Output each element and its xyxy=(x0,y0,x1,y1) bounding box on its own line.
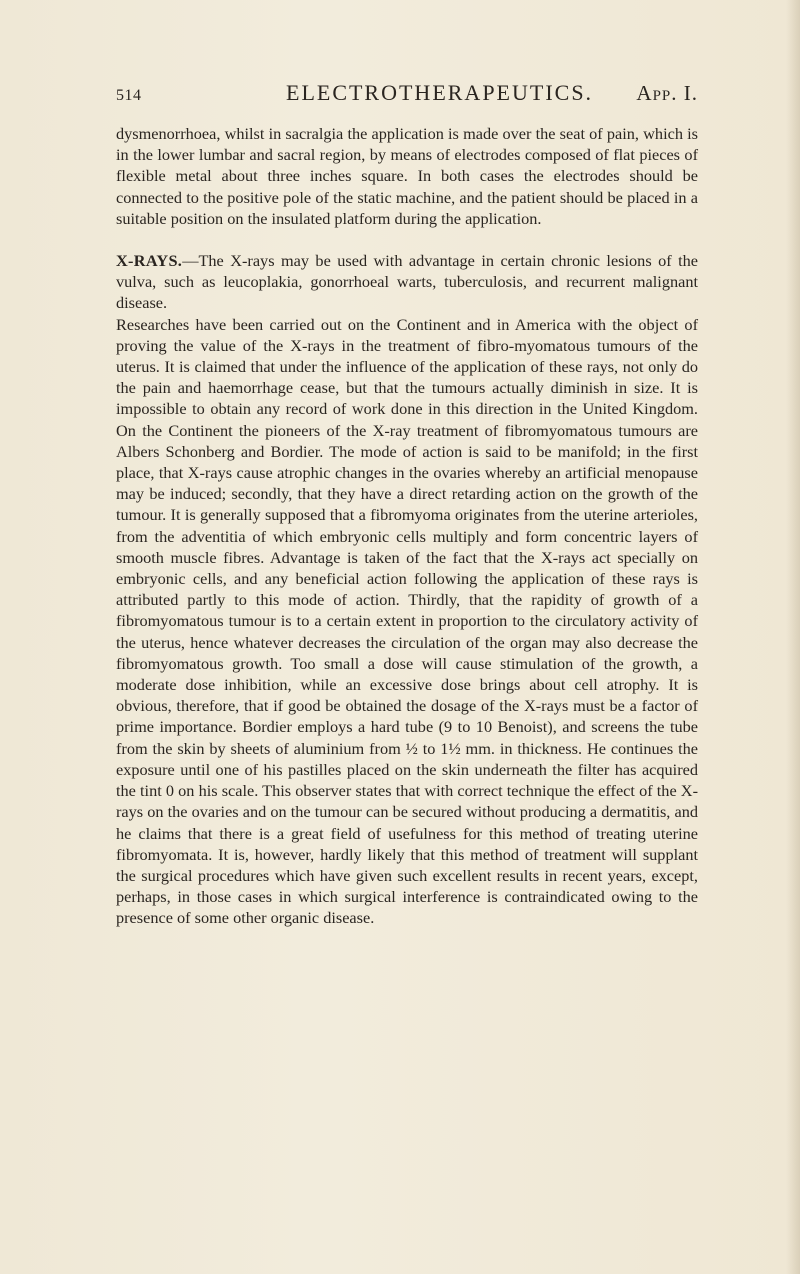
paragraph-x-rays-text: —The X-rays may be used with advantage in certain chronic lesions of the vulva, such as leucoplakia, gonorrhoeal warts, tuberculosis, and recurrent malignant disease. xyxy=(116,251,698,313)
paragraph-sacralgia: dysmenorrhoea, whilst in sacralgia the application is made over the seat of pain, which is in the lower lumbar and sacral region, by means of electrodes composed of flat pieces of flexible metal about three inches square. In both cases the electrodes should be connected to the positive pole of the static machine, and the patient should be placed in a suitable position on the insulated platform during the application. xyxy=(116,124,698,228)
paragraph-x-rays xyxy=(116,250,698,314)
running-title: ELECTROTHERAPEUTICS. xyxy=(286,80,594,105)
page-edge-shadow xyxy=(786,0,800,1274)
page-number: 514 xyxy=(116,87,142,104)
section-reference: App. I. xyxy=(636,81,698,105)
page-header xyxy=(116,80,698,110)
body-text xyxy=(116,123,698,929)
paragraph-researches: Researches have been carried out on the Continent and in America with the object of proving the value of the X-rays in the treatment of fibro-myomatous tumours of the uterus. It is claimed that under the influence of the application of these rays, not only do the pain and haemorrhage cease, but that the tumours actually diminish in size. It is impossible to obtain any record of work done in this direction in the United Kingdom. On the Continent the pioneers of the X-ray treatment of fibromyomatous tumours are Albers Schonberg and Bordier. The mode of action is said to be manifold; in the first place, that X-rays cause atrophic changes in the ovaries whereby an artificial menopause may be induced; secondly, that they have a direct retarding action on the growth of the tumour. It is generally supposed that a fibromyoma originates from the uterine arterioles, from the adventitia of which embryonic cells multiply and form concentric layers of smooth muscle fibres. Advantage is taken of the fact that the X-rays act specially on embryonic cells, and any beneficial action following the application of these rays is attributed partly to this mode of action. Thirdly, that the rapidity of growth of a fibromyomatous tumour is to a certain extent in proportion to the circulatory activity of the uterus, hence whatever decreases the circulation of the organ may also decrease the fibromyomatous growth. Too small a dose will cause stimulation of the growth, a moderate dose inhibition, while an excessive dose brings about cell atrophy. It is obvious, therefore, that if good be obtained the dosage of the X-rays must be a factor of prime importance. Bordier employs a hard tube (9 to 10 Benoist), and screens the tube from the skin by sheets of aluminium from ½ to 1½ mm. in thickness. He continues the exposure until one of his pastilles placed on the skin underneath the filter has acquired the tint 0 on his scale. This observer states that with correct technique the effect of the X-rays on the ovaries and on the tumour can be secured without producing a dermatitis, and he claims that there is a great field of usefulness for this method of treating uterine fibromyomata. It is, however, hardly likely that this method of treatment will supplant the surgical procedures which have given such excellent results in recent years, except, perhaps, in those cases in which surgical interference is contraindicated owing to the presence of some other organic disease. xyxy=(116,314,698,928)
section-heading-x-rays: X-RAYS. xyxy=(116,251,183,271)
